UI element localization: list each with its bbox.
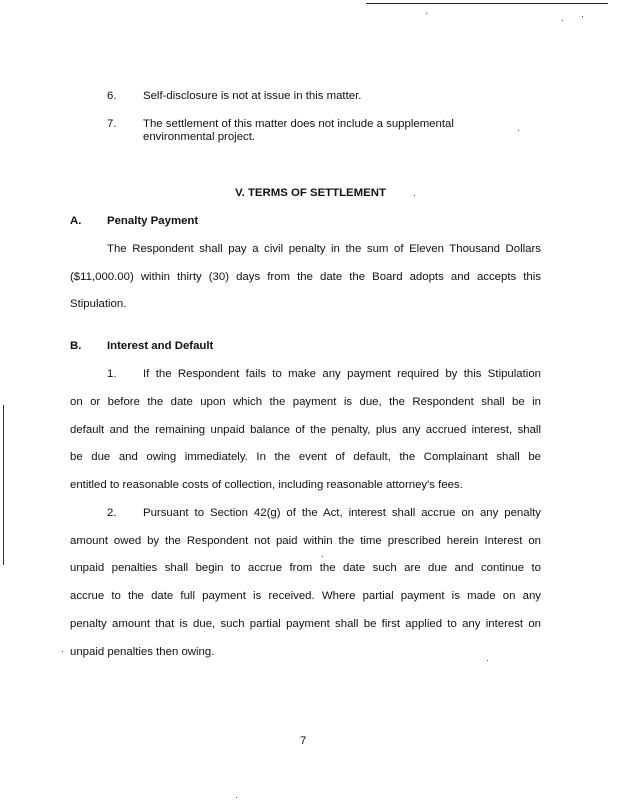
scan-speck	[518, 130, 519, 131]
scan-speck	[562, 20, 563, 21]
section-a-line: The Respondent shall pay a civil penalty in the sum of Eleven Thousand Dollars	[107, 243, 541, 255]
paragraph-1-number: 1.	[107, 368, 117, 380]
scan-speck	[322, 556, 323, 557]
paragraph-2-line: amount owed by the Respondent not paid within the time prescribed herein Interest on	[70, 535, 541, 547]
top-rule	[366, 3, 608, 4]
paragraph-2-line: Pursuant to Section 42(g) of the Act, interest shall accrue on any penalty	[143, 507, 541, 519]
scan-speck	[582, 16, 583, 17]
scan-speck	[236, 797, 237, 798]
item-7-text-line2: environmental project.	[143, 131, 256, 143]
section-a-title: Penalty Payment	[107, 215, 199, 227]
paragraph-2-line: accrue to the date full payment is received. Where partial payment is made on any	[70, 590, 541, 602]
section-b-title: Interest and Default	[107, 340, 214, 352]
scan-speck	[62, 651, 63, 652]
paragraph-1-line: If the Respondent fails to make any payment required by this Stipulation	[143, 368, 541, 380]
paragraph-2-line: unpaid penalties shall begin to accrue from the date such are due and continue to	[70, 562, 541, 574]
section-a-line: Stipulation.	[70, 298, 127, 310]
item-7-text-line1: The settlement of this matter does not include a supplemental	[143, 118, 454, 130]
paragraph-2-line: unpaid penalties then owing.	[70, 646, 215, 658]
section-a-line: ($11,000.00) within thirty (30) days from the date the Board adopts and accepts this	[70, 271, 541, 283]
paragraph-1-line: be due and owing immediately. In the event of default, the Complainant shall be	[70, 451, 541, 463]
section-title: V. TERMS OF SETTLEMENT	[235, 187, 386, 199]
paragraph-1-line: on or before the date upon which the payment is due, the Respondent shall be in	[70, 396, 541, 408]
section-a-letter: A.	[70, 215, 82, 227]
item-7-number: 7.	[107, 118, 117, 130]
item-6-number: 6.	[107, 90, 117, 102]
page-number: 7	[300, 735, 307, 747]
paragraph-2-line: penalty amount that is due, such partial payment shall be first applied to any interest on	[70, 618, 541, 630]
item-6-text: Self-disclosure is not at issue in this matter.	[143, 90, 362, 102]
paragraph-1-line: entitled to reasonable costs of collection, including reasonable attorney's fees.	[70, 479, 463, 491]
paragraph-1-line: default and the remaining unpaid balance of the penalty, plus any accrued interest, shall	[70, 424, 541, 436]
section-b-letter: B.	[70, 340, 82, 352]
paragraph-2-number: 2.	[107, 507, 117, 519]
scan-speck	[487, 660, 488, 661]
margin-bar	[3, 405, 4, 565]
scan-speck	[426, 13, 427, 14]
